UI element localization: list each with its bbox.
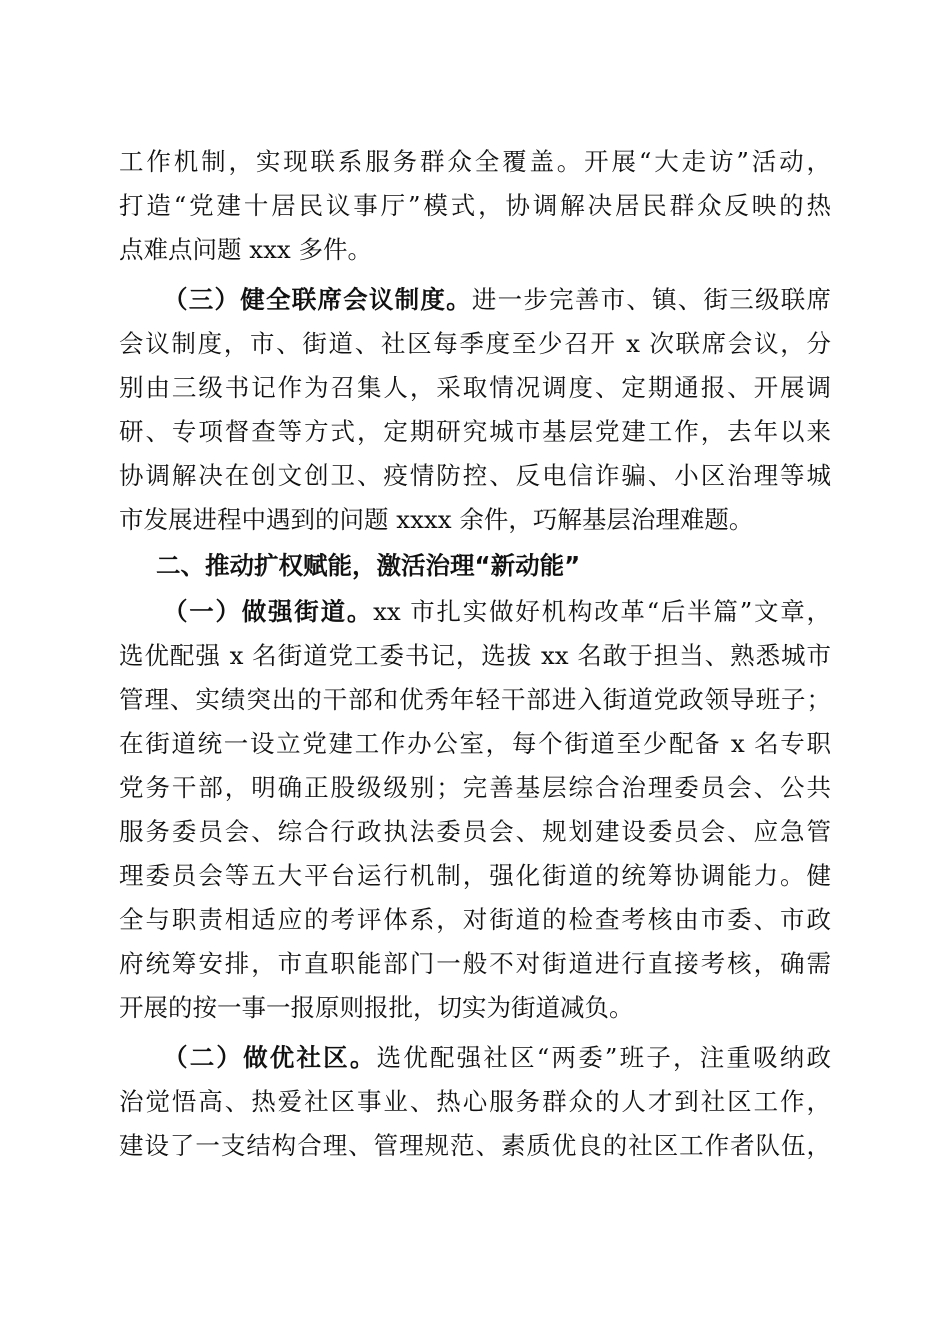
text-run: 选优配强社区“两委”班子，注重吸纳政 <box>376 1043 831 1072</box>
paragraph-first-line <box>163 592 831 632</box>
text-line: 点难点问题 xxx 多件。 <box>119 235 373 264</box>
text-line: 协调解决在创文创卫、疫情防控、反电信诈骗、小区治理等城 <box>119 461 831 490</box>
text-line: 打造“党建十居民议事厅”模式，协调解决居民群众反映的热 <box>119 191 831 220</box>
text-line: 研、专项督查等方式，定期研究城市基层党建工作，去年以来 <box>119 417 831 446</box>
paragraph-first-line <box>163 1038 831 1078</box>
text-line: 别由三级书记作为召集人，采取情况调度、定期通报、开展调 <box>119 373 831 402</box>
text-line: 在街道统一设立党建工作办公室，每个街道至少配备 x 名专职 <box>119 729 831 758</box>
text-line: 选优配强 x 名街道党工委书记，选拔 xx 名敢于担当、熟悉城市 <box>119 641 831 670</box>
text-line: 管理、实绩突出的干部和优秀年轻干部进入街道党政领导班子； <box>119 685 831 714</box>
text-line: 党务干部，明确正股级级别；完善基层综合治理委员会、公共 <box>119 773 831 802</box>
text-line: 市发展进程中遇到的问题 xxxx 余件，巧解基层治理难题。 <box>119 505 754 534</box>
paragraph-first-line <box>163 280 831 320</box>
text-line: 开展的按一事一报原则报批，切实为街道减负。 <box>119 993 634 1022</box>
text-line: 会议制度，市、街道、社区每季度至少召开 x 次联席会议，分 <box>119 329 831 358</box>
subheading: （二）做优社区。 <box>163 1043 377 1072</box>
text-run: xx 市扎实做好机构改革“后半篇”文章， <box>373 597 831 626</box>
text-line: 建设了一支结构合理、管理规范、素质优良的社区工作者队伍， <box>119 1131 831 1160</box>
text-line: 府统筹安排，市直职能部门一般不对街道进行直接考核，确需 <box>119 949 831 978</box>
subheading: （一）做强街道。 <box>163 597 374 626</box>
text-line: 理委员会等五大平台运行机制，强化街道的统筹协调能力。健 <box>119 861 831 890</box>
text-line: 服务委员会、综合行政执法委员会、规划建设委员会、应急管 <box>119 817 831 846</box>
text-line: 全与职责相适应的考评体系，对街道的检查考核由市委、市政 <box>119 905 831 934</box>
subheading: （三）健全联席会议制度。 <box>163 285 472 314</box>
text-line: 治觉悟高、热爱社区事业、热心服务群众的人才到社区工作， <box>119 1087 831 1116</box>
text-line: 工作机制，实现联系服务群众全覆盖。开展“大走访”活动， <box>119 147 831 176</box>
section-heading: 二、推动扩权赋能，激活治理“新动能” <box>156 551 581 580</box>
text-run: 进一步完善市、镇、街三级联席 <box>471 285 832 314</box>
